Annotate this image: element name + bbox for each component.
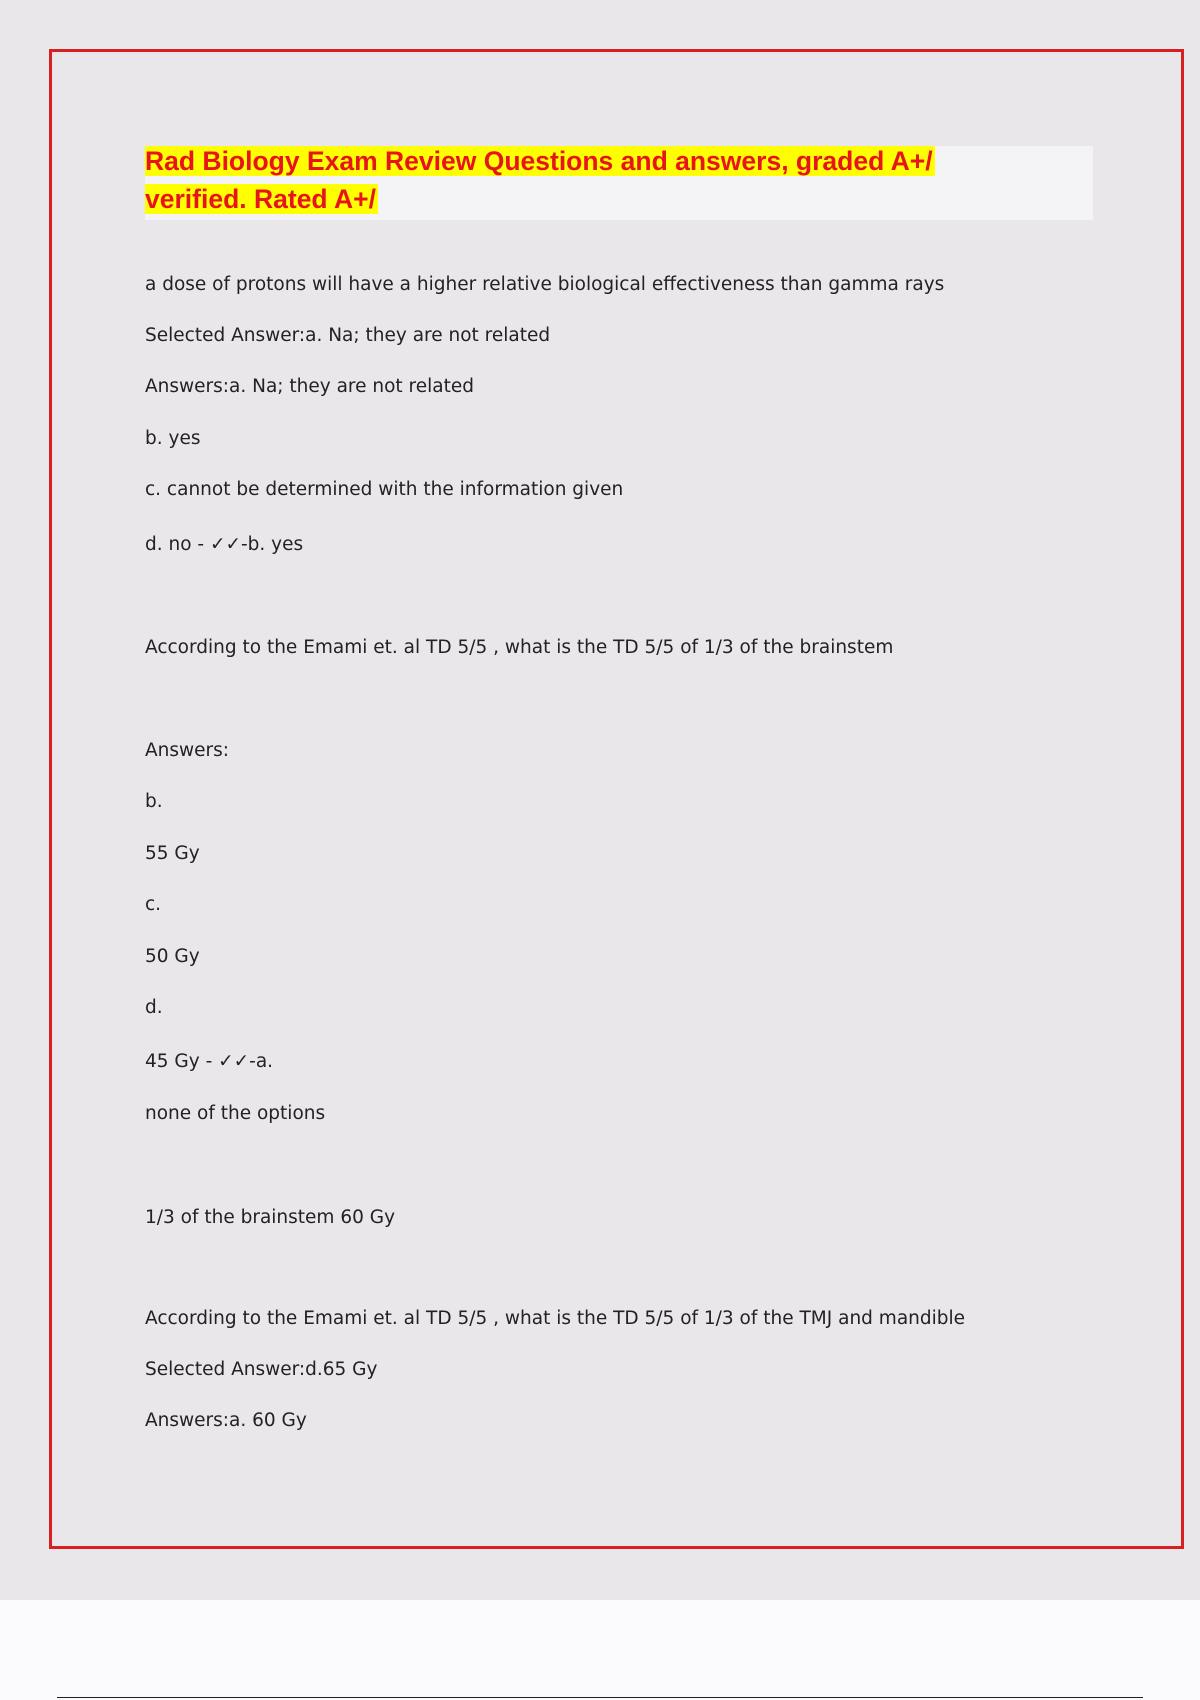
document-title-line-1: [145, 143, 935, 179]
question-1-answer-c: c. cannot be determined with the information given: [145, 479, 624, 500]
question-3-text: According to the Emami et. al TD 5/5 , what is the TD 5/5 of 1/3 of the TMJ and mandible: [145, 1308, 966, 1329]
question-2-option-d-value: 45 Gy - ✓✓-a.: [145, 1051, 274, 1072]
question-1-text: a dose of protons will have a higher relative biological effectiveness than gamma rays: [145, 274, 945, 295]
question-2-option-b-value: 55 Gy: [145, 843, 200, 864]
title-highlight: Rad Biology Exam Review Questions and answers, graded A+/: [145, 146, 933, 176]
question-2-option-d-label: d.: [145, 997, 163, 1018]
question-2-answers-label: Answers:: [145, 740, 230, 761]
question-1-answer-b: b. yes: [145, 428, 201, 449]
question-2-text: According to the Emami et. al TD 5/5 , what is the TD 5/5 of 1/3 of the brainstem: [145, 637, 894, 658]
footer-divider: [57, 1697, 1143, 1698]
question-2-option-a-value: none of the options: [145, 1103, 326, 1124]
question-2-option-c-label: c.: [145, 894, 162, 915]
question-2-option-c-value: 50 Gy: [145, 946, 200, 967]
title-highlight: verified. Rated A+/: [145, 184, 376, 214]
question-1-selected-answer: Selected Answer:a. Na; they are not related: [145, 325, 551, 346]
question-1-answer-d: d. no - ✓✓-b. yes: [145, 534, 304, 555]
document-title-line-2: [145, 181, 378, 217]
question-3-selected-answer: Selected Answer:d.65 Gy: [145, 1359, 378, 1380]
question-2-option-b-label: b.: [145, 791, 163, 812]
question-2-rationale: 1/3 of the brainstem 60 Gy: [145, 1207, 396, 1228]
question-3-answer-a: Answers:a. 60 Gy: [145, 1410, 307, 1431]
question-1-answer-a: Answers:a. Na; they are not related: [145, 376, 474, 397]
